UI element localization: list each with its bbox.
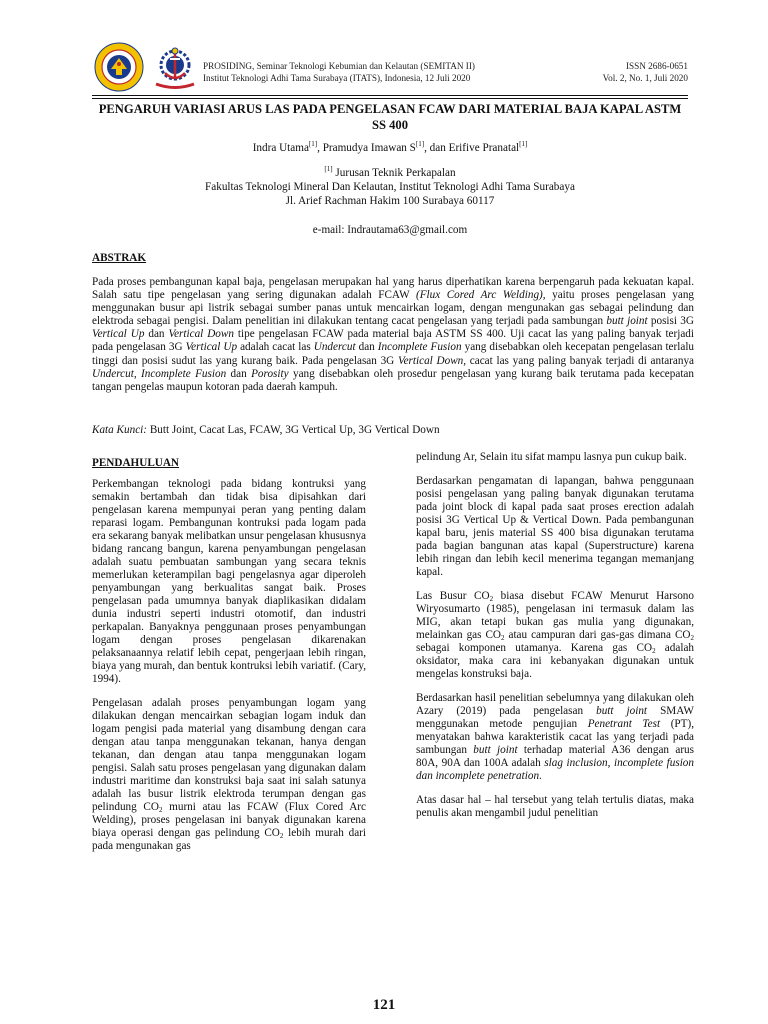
author-1: Indra Utama: [252, 142, 309, 154]
subscript-2: 2: [690, 634, 694, 642]
author-3-mark: [1]: [519, 140, 528, 148]
para-seg: adalah oksidator, maka cara ini kebanyakan digunakan untuk mengelas konstruksi baja.: [416, 642, 695, 680]
issn: ISSN 2686-0651: [625, 61, 688, 71]
para-seg: lebih murah dari pada mengunakan gas: [92, 827, 366, 852]
right-column: [416, 451, 694, 831]
para-seg: biasa disebut FCAW Menurut Harsono Wiryosumarto (1985), pengelasan ini termasuk dalam las MIG, akan tetapi bukan gas mulia yang digunakan, melainkan gas CO: [416, 590, 694, 641]
keywords-label: Kata Kunci:: [92, 424, 148, 436]
abstract-seg: Pada proses pembangunan kapal baja, pengelasan merupakan hal yang harus diperhatikan karena berpengaruh pada kekuatan kapal. Salah satu tipe pengelasan yang sering digunakan adalah FCAW: [92, 276, 694, 302]
author-separator: , dan: [424, 142, 449, 154]
author-2-mark: [1]: [415, 140, 425, 148]
para-seg: SMAW menggunakan metode pengujian: [416, 705, 694, 730]
abstract-seg: yaitu proses pengelasan yang menggunakan busur api listrik sebagai sumber panas untuk mencairkan logam, dengan mengunakan gas sebagai pelindung dan elektroda sebagai pengisi. Dalam penelitian ini dilakukan tentang cacat pengelasan yang terjadi pada sambungan: [92, 289, 695, 328]
subscript-2: 2: [489, 595, 494, 603]
abstract-seg: adalah cacat las: [237, 341, 314, 354]
para-seg: .: [539, 770, 542, 782]
page-number: 121: [372, 997, 396, 1013]
proceedings-line-2: Institut Teknologi Adhi Tama Surabaya (ITATS), Indonesia, 12 Juli 2020: [203, 72, 471, 83]
affiliation: [92, 166, 688, 208]
author-1-mark: [1]: [308, 140, 318, 148]
subscript-2: 2: [501, 634, 505, 642]
abstract-seg: yang disebabkan oleh kecepatan pengelasan terlalu tinggi dan posisi sudut las yang kurang baik. Pada pengelasan 3G: [92, 341, 695, 367]
keywords-list: Butt Joint, Cacat Las, FCAW, 3G Vertical Up, 3G Vertical Down: [147, 424, 440, 436]
email-label: e-mail:: [312, 224, 348, 236]
abstract-italic: Vertical Up: [185, 341, 238, 354]
abstract-seg: dan: [226, 367, 252, 380]
para-italic: butt joint: [596, 705, 648, 717]
para-seg: terhadap material A36 dengan arus 80A, 90A dan 100A adalah: [416, 744, 694, 769]
intro-paragraph-3: pelindung Ar, Selain itu sifat mampu lasnya pun cukup baik.: [416, 451, 687, 463]
para-seg: (PT), menyatakan bahwa karakteristik cacat las yang terjadi pada sambungan: [416, 718, 694, 756]
proceedings-info: [203, 61, 475, 84]
abstract-seg: tipe pengelasan FCAW pada material baja ASTM SS 400. Uji cacat las yang paling banyak terjadi pada pengelasan 3G: [92, 328, 695, 354]
abstract-seg: dan: [144, 328, 169, 341]
keywords: [92, 424, 694, 437]
para-italic: butt joint: [473, 744, 518, 756]
author-3: Erifive Pranatal: [448, 142, 520, 154]
abstract-seg: dan: [355, 341, 378, 354]
affiliation-faculty: Fakultas Teknologi Mineral Dan Kelautan, Institut Teknologi Adhi Tama Surabaya: [205, 181, 575, 193]
intro-paragraph-4: Berdasarkan pengamatan di lapangan, bahwa penggunaan posisi pengelasan yang paling banyak digunakan terutama pada joint block di kapal pada saat proses erection adalah posisi 3G Vertical Up & Vertical Down. Pada pembangunan kapal baru, jenis material SS 400 bisa digunakan terutama pada bagian bangunan atas kapal (Superstructure) karena lebih ringan dan lebih kecil menerima tegangan memanjang kapal.: [416, 475, 694, 578]
abstract-seg: posisi 3G: [647, 315, 694, 328]
author-list: [92, 141, 688, 155]
author-2: Pramudya Imawan S: [322, 142, 416, 154]
abstract-italic: Incomplete Fusion: [377, 341, 462, 354]
abstract-italic: (Flux Cored Arc Welding),: [415, 289, 546, 302]
abstract-italic: butt joint: [606, 315, 648, 328]
proceedings-header: [90, 40, 690, 98]
abstract-heading: ABSTRAK: [92, 252, 147, 264]
itats-logo-icon: [94, 42, 144, 92]
para-seg: sebagai komponen utamanya. Karena gas CO: [416, 642, 653, 654]
affiliation-dept: Jurusan Teknik Perkapalan: [335, 167, 456, 179]
author-separator: ,: [317, 142, 323, 154]
para-seg: Berdasarkan hasil penelitian sebelumnya yang dilakukan oleh Azary (2019) pada pengelasan: [416, 692, 694, 717]
intro-heading: PENDAHULUAN: [92, 457, 180, 469]
abstract-italic: Undercut, Incomplete Fusion: [92, 367, 227, 380]
para-seg: Las Busur CO: [416, 590, 490, 602]
email-address[interactable]: Indrautama63@gmail.com: [347, 224, 468, 236]
abstract-italic: Vertical Down: [168, 328, 234, 341]
subscript-2: 2: [158, 806, 163, 814]
subscript-2: 2: [279, 832, 284, 840]
para-seg: atau campuran dari gas-gas dimana CO: [504, 629, 691, 641]
affiliation-mark: [1]: [324, 165, 333, 173]
para-italic: slag inclusion, incomplete fusion dan incomplete penetration: [416, 757, 694, 782]
volume: Vol. 2, No. 1, Juli 2020: [602, 72, 688, 83]
abstract-italic: Vertical Down,: [398, 354, 467, 367]
intro-paragraph-6: [416, 692, 694, 783]
issn-info: [603, 61, 688, 84]
para-seg: murni atau las FCAW (Flux Cored Arc Welding), proses pengelasan ini banyak digunakan karena biaya operasi dengan gas pelindung CO: [92, 801, 366, 839]
para-italic: Penetrant Test: [587, 718, 661, 730]
abstract-seg: cacat las yang paling banyak terjadi di antaranya: [466, 354, 695, 367]
affiliation-dept-line: [92, 166, 688, 180]
left-column: [92, 457, 366, 864]
intro-paragraph-2: [92, 697, 366, 853]
intro-paragraph-5: [416, 590, 694, 681]
para-seg: Pengelasan adalah proses penyambungan logam yang dilakukan dengan mencairkan sebagian logam induk dan logam pengisi pada material yang disambung dengan cara dengan atau tanpa menggunakan tekanan, hanya dengan tekanan, dan dengan atau tanpa menggunakan logam pengisi. Salah satu proses pengelasan yang digunakan dalam industri maritime dan konstruksi baja saat ini salah satunya adalah las busur listrik elektroda terumpan dengan gas pelindung CO: [92, 697, 366, 813]
header-rule-thin: [92, 98, 688, 99]
intro-paragraph-1: Perkembangan teknologi pada bidang kontruksi yang semakin bertambah dan tidak bisa dipisahkan dari pengelasan karena mempunyai peran yang penting dalam reparasi logam. Pembangunan kontruksi pada logam pada era sekarang banyak melibatkan unsur pengelasan khususnya bidang rancang bangun, karena penyambungan pengelasan adalah suatu pembuatan sambungan yang secara teknis memerlukan keterampilan bagi pengelasnya agar diperoleh penyambungan yang berkualitas sangat baik. Proses pengelasan pada umumnya banyak diaplikasikan didalam dunia industri seperti industri otomotif, dan industri perkapalan. Banyaknya penggunaan proses penyambungan logam dengan proses pengelasan dikarenakan pelaksanaannya relatif lebih cepat, pengerjaan lebih ringan, biaya yang murah, dan bentuk kontruksi lebih variatif. (Cary, 1994).: [92, 478, 367, 685]
affiliation-address: Jl. Arief Rachman Hakim 100 Surabaya 60117: [285, 195, 495, 207]
header-rule-thick: [92, 95, 688, 96]
intro-paragraph-7: Atas dasar hal – hal tersebut yang telah tertulis diatas, maka penulis akan mengambil judul penelitian: [416, 794, 694, 819]
maritime-anchor-logo-icon: [150, 42, 200, 92]
subscript-2: 2: [652, 647, 656, 655]
abstract-italic: Porosity: [251, 367, 289, 380]
abstract-text: [92, 276, 694, 394]
abstract-italic: Vertical Up: [92, 328, 145, 341]
proceedings-line-1: PROSIDING, Seminar Teknologi Kebumian dan Kelautan (SEMITAN II): [203, 61, 475, 71]
abstract-italic: Undercut: [313, 341, 356, 354]
abstract-seg: yang disebabkan oleh prosedur pengelasan yang kurang baik terutama pada kecepatan tangan pengelas maupun kotoran pada daerah kampuh.: [92, 367, 694, 393]
author-email: [92, 223, 688, 237]
paper-title: PENGARUH VARIASI ARUS LAS PADA PENGELASAN FCAW DARI MATERIAL BAJA KAPAL ASTM SS 400: [98, 102, 682, 132]
